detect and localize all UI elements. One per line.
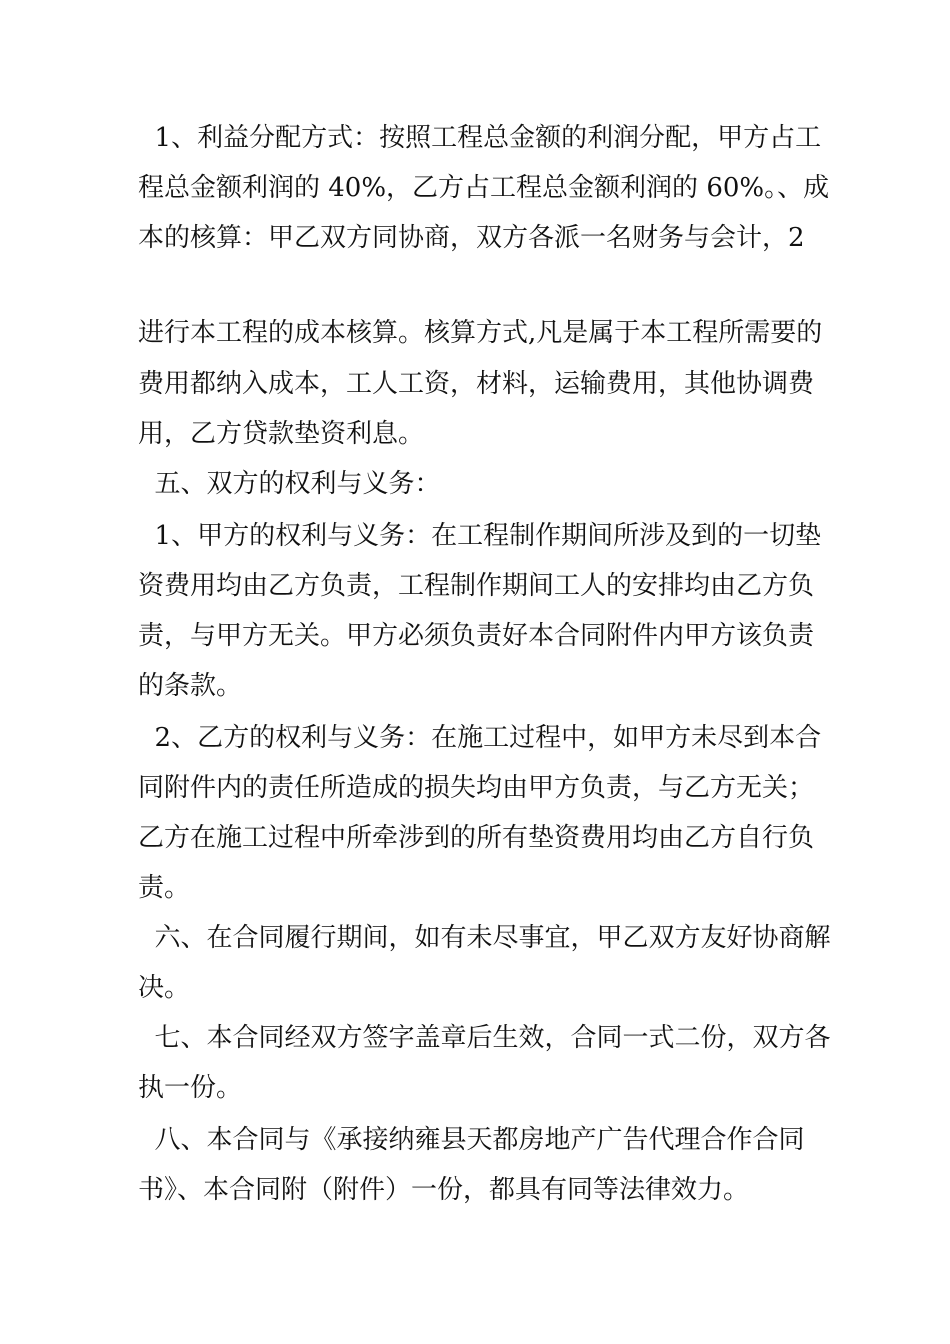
paragraph-line: 决。 xyxy=(138,973,191,1003)
paragraph-line: 本的核算：甲乙双方同协商，双方各派一名财务与会计，2 xyxy=(138,223,805,253)
paragraph-line: 六、在合同履行期间，如有未尽事宜，甲乙双方友好协商解 xyxy=(138,923,831,953)
paragraph-line: 责，与甲方无关。甲方必须负责好本合同附件内甲方该负责 xyxy=(138,621,815,651)
paragraph-line: 1、甲方的权利与义务：在工程制作期间所涉及到的一切垫 xyxy=(138,521,822,551)
paragraph-line: 进行本工程的成本核算。核算方式,凡是属于本工程所需要的 xyxy=(138,318,823,348)
paragraph-line: 的条款。 xyxy=(138,671,243,701)
paragraph-line: 1、利益分配方式：按照工程总金额的利润分配，甲方占工 xyxy=(138,123,822,153)
paragraph-line: 八、本合同与《承接纳雍县天都房地产广告代理合作合同 xyxy=(138,1125,805,1155)
paragraph-line: 同附件内的责任所造成的损失均由甲方负责，与乙方无关； xyxy=(138,773,815,803)
paragraph-line: 2、乙方的权利与义务：在施工过程中，如甲方未尽到本合 xyxy=(138,723,822,753)
paragraph-line: 费用都纳入成本，工人工资，材料，运输费用，其他协调费 xyxy=(138,369,815,399)
paragraph-line: 用，乙方贷款垫资利息。 xyxy=(138,419,425,449)
paragraph-line: 资费用均由乙方负责，工程制作期间工人的安排均由乙方负 xyxy=(138,571,815,601)
paragraph-line: 执一份。 xyxy=(138,1073,243,1103)
paragraph-line: 责。 xyxy=(138,873,191,903)
paragraph-line: 程总金额利润的 40%，乙方占工程总金额利润的 60%。、成 xyxy=(138,173,830,203)
paragraph-line: 书》、本合同附（附件）一份，都具有同等法律效力。 xyxy=(138,1175,750,1205)
paragraph-line: 七、本合同经双方签字盖章后生效，合同一式二份，双方各 xyxy=(138,1023,831,1053)
section-heading: 五、双方的权利与义务： xyxy=(138,469,441,499)
paragraph-line: 乙方在施工过程中所牵涉到的所有垫资费用均由乙方自行负 xyxy=(138,823,815,853)
